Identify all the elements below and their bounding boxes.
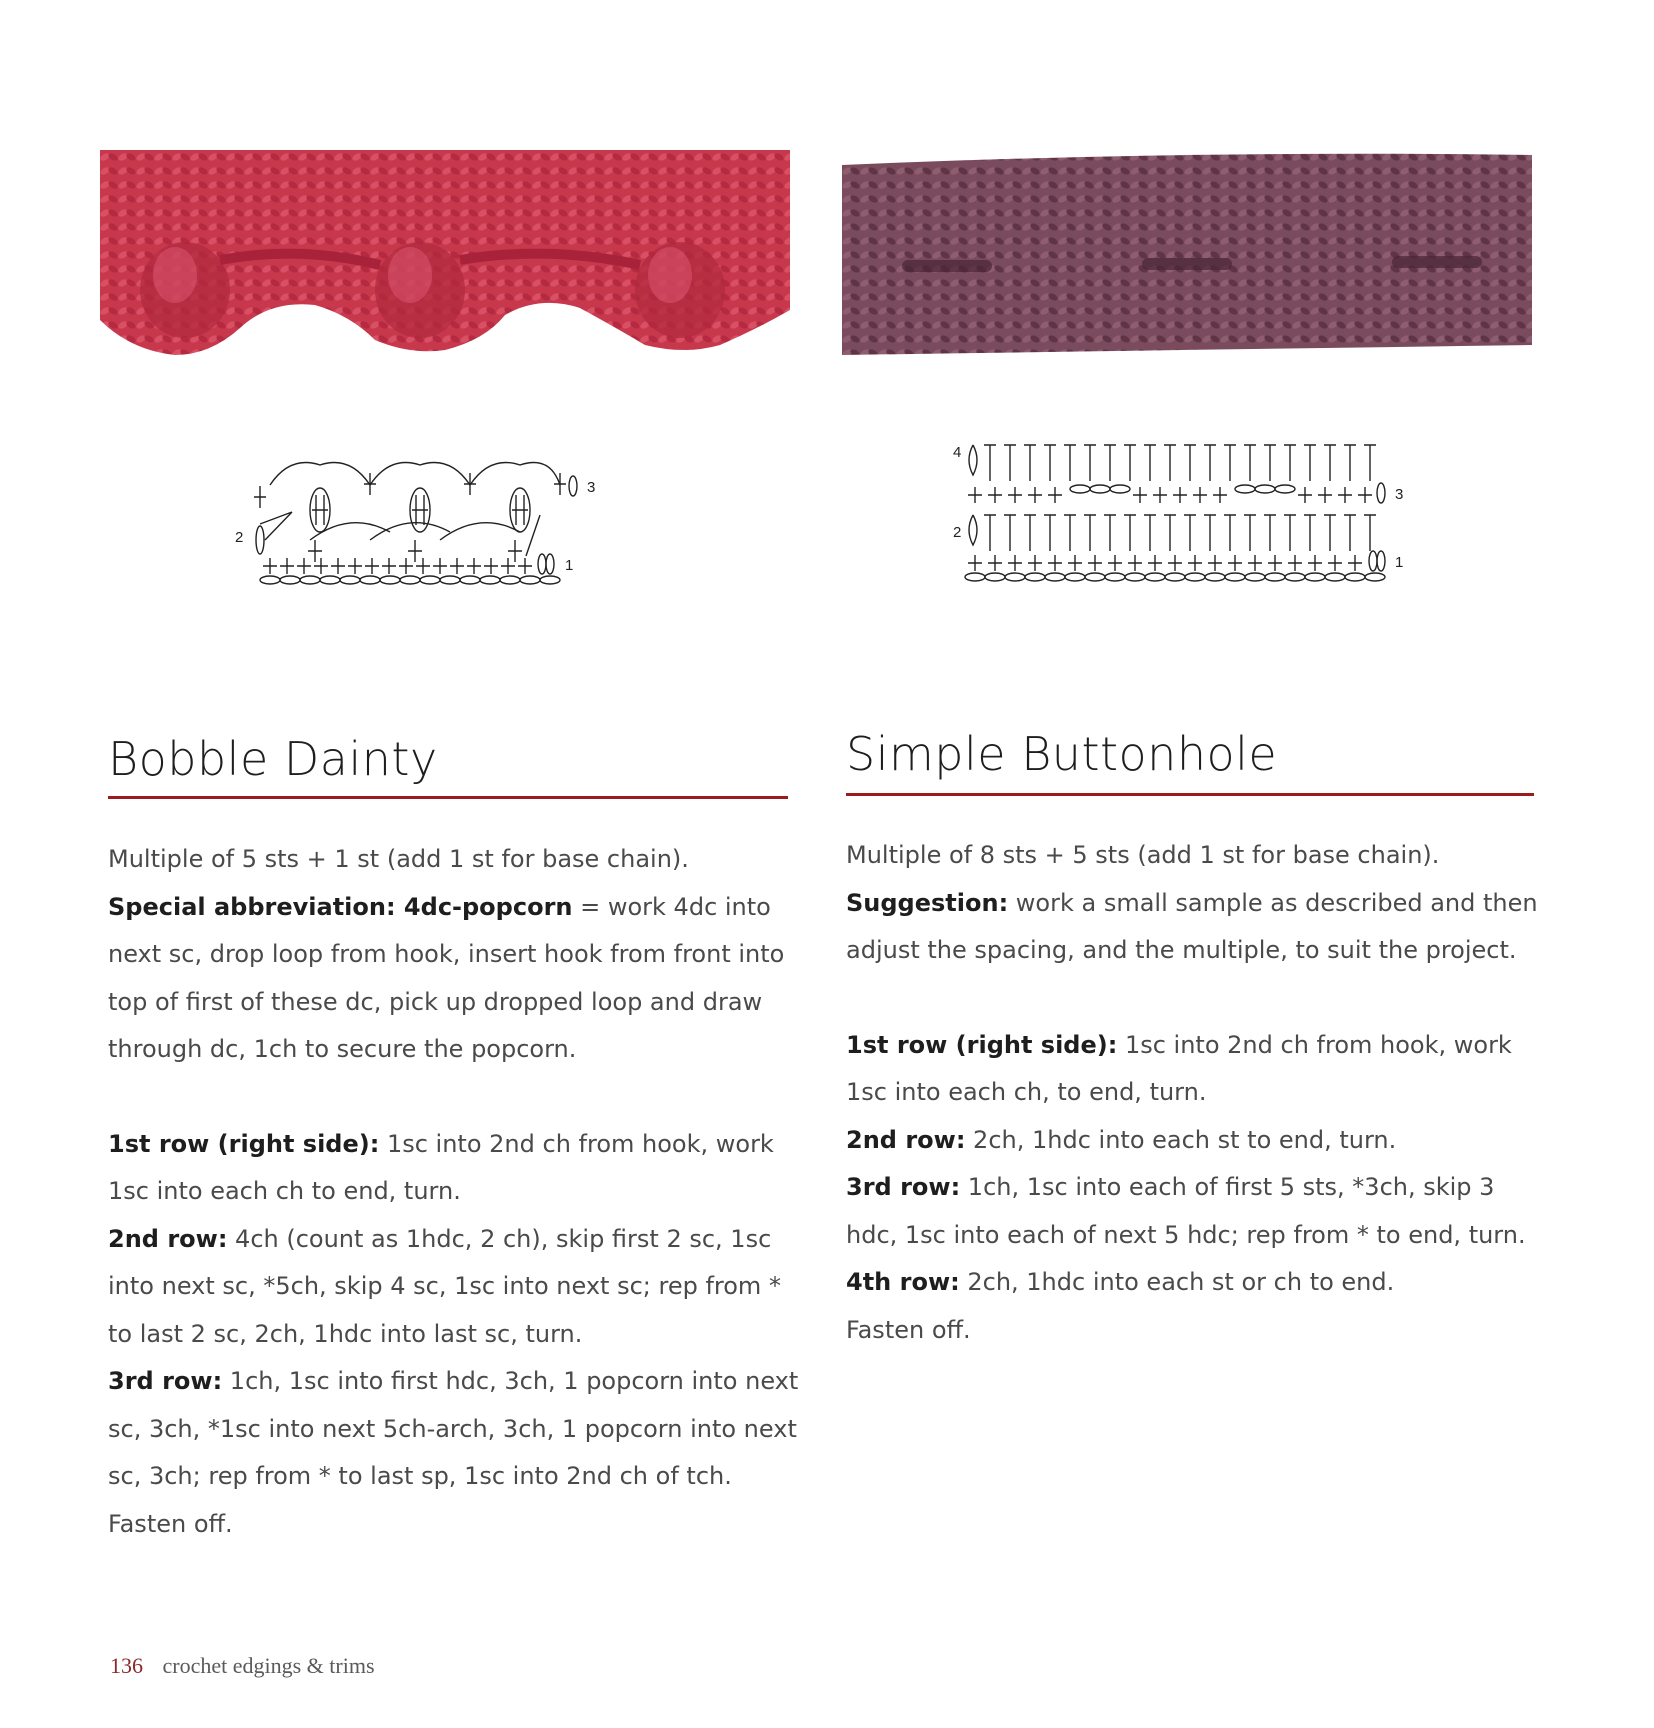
bobble-special-label: Special abbreviation: 4dc-popcorn <box>108 892 573 921</box>
simple-buttonhole-instructions <box>846 832 1546 1354</box>
buttonhole-row-3-text: 1ch, 1sc into each of first 5 sts, *3ch, skip 3 hdc, 1sc into each of next 5 hdc; rep from * to end, turn. <box>846 1173 1526 1249</box>
buttonhole-row-4 <box>846 1259 1546 1307</box>
bobble-dainty-title: Bobble Dainty <box>108 732 438 786</box>
bobble-row-2-text: 4ch (count as 1hdc, 2 ch), skip first 2 sc, 1sc into next sc, *5ch, skip 4 sc, 1sc into next sc; rep from * to last 2 sc, 2ch, 1hdc into last sc, turn. <box>108 1224 781 1348</box>
bobble-row-label-2: 2 <box>235 529 244 546</box>
bobble-row-2-label: 2nd row: <box>108 1224 228 1253</box>
buttonhole-row-1-text: 1sc into 2nd ch from hook, work 1sc into each ch, to end, turn. <box>846 1030 1512 1106</box>
buttonhole-row-2-label: 2nd row: <box>846 1125 966 1154</box>
bobble-special-text: = work 4dc into next sc, drop loop from hook, insert hook from front into top of first of these dc, pick up dropped loop and draw through dc, 1ch to secure the popcorn. <box>108 892 785 1063</box>
bobble-fasten-off: Fasten off. <box>108 1509 233 1538</box>
buttonhole-row-3 <box>846 1164 1546 1259</box>
bobble-dainty-swatch-photo <box>100 150 790 370</box>
bobble-row-3 <box>108 1358 808 1501</box>
bobble-dainty-instructions <box>108 836 808 1548</box>
bobble-row-3-label: 3rd row: <box>108 1367 223 1395</box>
buttonhole-suggestion-text: work a small sample as described and then adjust the spacing, and the multiple, to suit the project. <box>846 888 1538 964</box>
bobble-special-abbreviation <box>108 884 808 1074</box>
bobble-row-label-3: 3 <box>587 479 596 496</box>
simple-buttonhole-title-rule <box>846 793 1534 796</box>
buttonhole-row-label-4: 4 <box>953 444 962 461</box>
bobble-row-1-label: 1st row (right side): <box>108 1129 380 1158</box>
buttonhole-multiple: Multiple of 8 sts + 5 sts (add 1 st for base chain). <box>846 841 1440 869</box>
bobble-row-1-text: 1sc into 2nd ch from hook, work 1sc into each ch to end, turn. <box>108 1129 774 1205</box>
buttonhole-row-4-label: 4th row: <box>846 1268 960 1296</box>
buttonhole-row-label-2: 2 <box>953 524 962 541</box>
buttonhole-row-2-text: 2ch, 1hdc into each st to end, turn. <box>965 1125 1397 1154</box>
page-footer <box>110 1653 375 1679</box>
buttonhole-row-3-label: 3rd row: <box>846 1173 961 1201</box>
buttonhole-fasten-off: Fasten off. <box>846 1315 971 1344</box>
buttonhole-row-1-label: 1st row (right side): <box>846 1030 1118 1059</box>
bobble-row-label-1: 1 <box>565 557 574 574</box>
buttonhole-row-label-1: 1 <box>1395 554 1404 571</box>
simple-buttonhole-chart <box>945 425 1465 595</box>
buttonhole-suggestion <box>846 880 1546 975</box>
section-name: crochet edgings & trims <box>162 1653 375 1678</box>
bobble-dainty-title-rule <box>108 796 788 799</box>
bobble-dainty-chart <box>230 440 630 600</box>
simple-buttonhole-swatch-photo <box>842 150 1532 355</box>
buttonhole-row-1 <box>846 1022 1546 1117</box>
bobble-row-2 <box>108 1216 808 1359</box>
bobble-row-1 <box>108 1121 808 1216</box>
bobble-multiple: Multiple of 5 sts + 1 st (add 1 st for base chain). <box>108 845 689 873</box>
buttonhole-suggestion-label: Suggestion: <box>846 888 1009 917</box>
buttonhole-row-2 <box>846 1117 1546 1165</box>
page-number: 136 <box>110 1653 143 1678</box>
buttonhole-row-4-text: 2ch, 1hdc into each st or ch to end. <box>959 1268 1395 1296</box>
buttonhole-row-label-3: 3 <box>1395 486 1404 503</box>
bobble-row-3-text: 1ch, 1sc into first hdc, 3ch, 1 popcorn into next sc, 3ch, *1sc into next 5ch-arch, 3ch, 1 popcorn into next sc, 3ch; rep from * to last sp, 1sc into 2nd ch of tch. <box>108 1367 799 1490</box>
simple-buttonhole-title: Simple Buttonhole <box>846 727 1278 781</box>
